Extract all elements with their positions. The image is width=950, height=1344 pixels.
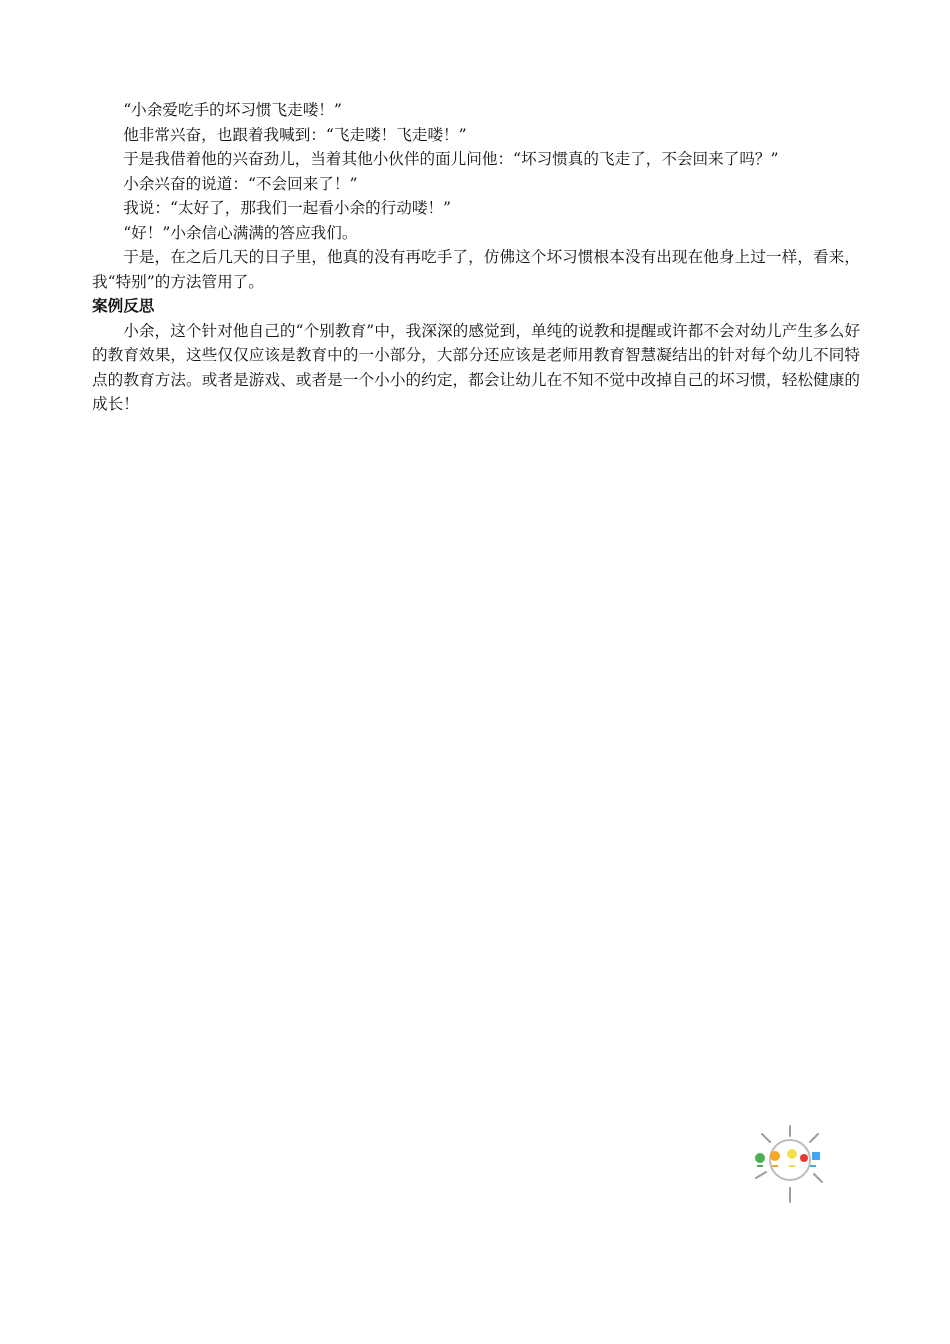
document-body bbox=[92, 98, 860, 417]
paragraph-4: 小余兴奋的说道：“不会回来了！” bbox=[123, 174, 358, 193]
paragraph-6: “好！”小余信心满满的答应我们。 bbox=[123, 223, 358, 242]
red-child-icon bbox=[800, 1154, 808, 1162]
paragraph-2: 他非常兴奋，也跟着我喊到：“飞走喽！飞走喽！” bbox=[123, 125, 467, 144]
orange-child-icon bbox=[770, 1151, 780, 1161]
paragraph-1: “小余爱吃手的坏习惯飞走喽！” bbox=[123, 101, 342, 119]
green-child-icon bbox=[755, 1153, 765, 1163]
reflection-paragraph: 小余，这个针对他自己的“个别教育”中，我深深的感觉到，单纯的说教和提醒或许都不会对幼儿产生多么好的教育效果，这些仅仅应该是教育中的一小部分，大部分还应该是老师用教育智慧凝结出的针对每个幼儿不同特点的教育方法。或者是游戏、或者是一个小小的约定，都会让幼儿在不知不觉中改掉自己的坏习惯，轻松健康的成长！ bbox=[92, 321, 860, 413]
yellow-child-icon bbox=[787, 1149, 797, 1159]
paragraph-5: 我说：“太好了，那我们一起看小余的行动喽！” bbox=[123, 199, 452, 217]
section-heading: 案例反思 bbox=[92, 297, 155, 315]
sun-children-logo-icon bbox=[748, 1122, 832, 1206]
sun-rays-icon bbox=[756, 1126, 822, 1202]
child-bodies-icon bbox=[757, 1165, 816, 1167]
blue-child-icon bbox=[812, 1152, 820, 1160]
paragraph-3: 于是我借着他的兴奋劲儿，当着其他小伙伴的面儿问他：“坏习惯真的飞走了，不会回来了吗？” bbox=[123, 150, 779, 168]
paragraph-7: 于是，在之后几天的日子里，他真的没有再吃手了，仿佛这个坏习惯根本没有出现在他身上过一样，看来，我“特别”的方法管用了。 bbox=[92, 248, 860, 291]
